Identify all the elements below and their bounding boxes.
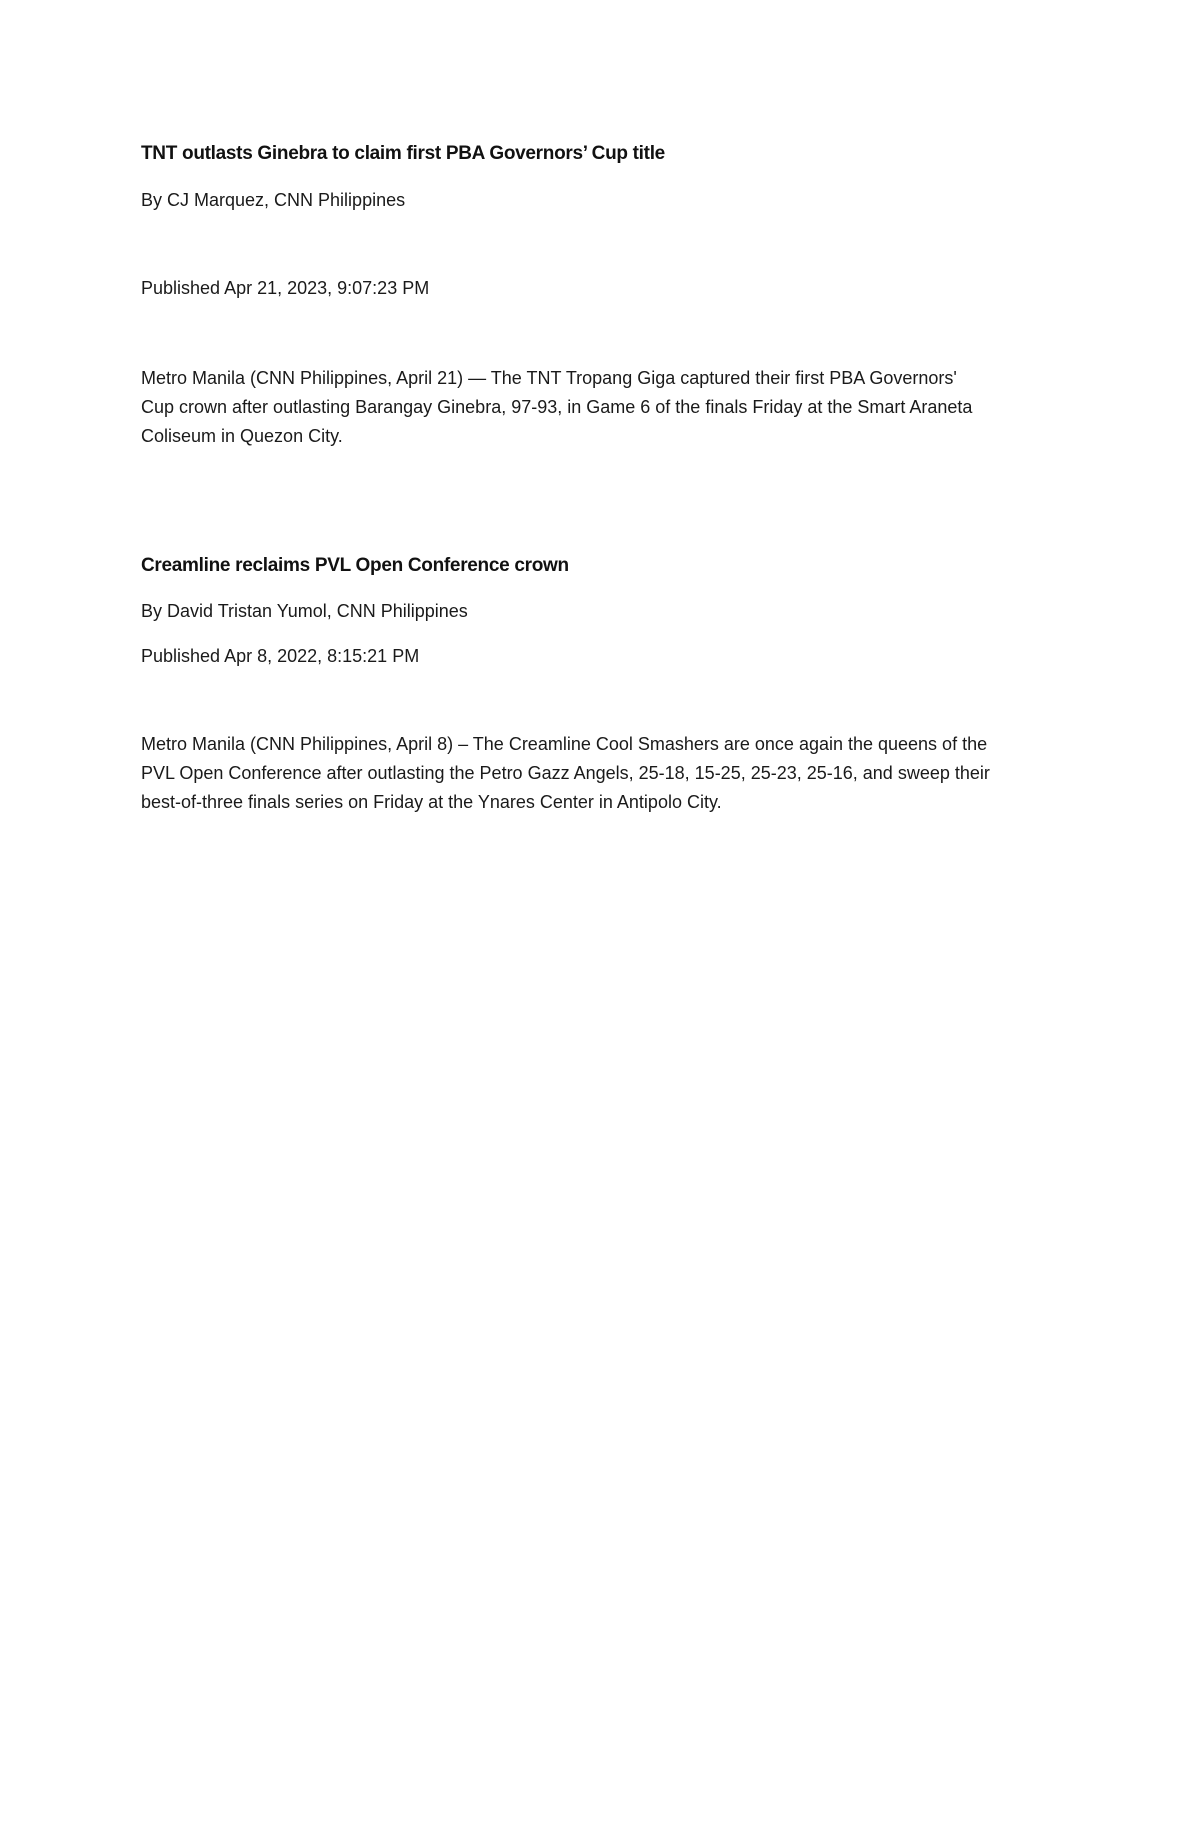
- article-2-headline: Creamline reclaims PVL Open Conference crown: [141, 555, 569, 576]
- article-1-body-line: Cup crown after outlasting Barangay Ginebra, 97-93, in Game 6 of the finals Friday at the Smart Araneta: [141, 397, 973, 417]
- article-1-byline: By CJ Marquez, CNN Philippines: [141, 190, 406, 210]
- article-1-headline: TNT outlasts Ginebra to claim first PBA Governors’ Cup title: [141, 143, 665, 164]
- article-2-byline: By David Tristan Yumol, CNN Philippines: [141, 601, 468, 621]
- article-1-published: Published Apr 21, 2023, 9:07:23 PM: [141, 278, 430, 298]
- article-2-body-line: PVL Open Conference after outlasting the Petro Gazz Angels, 25-18, 15-25, 25-23, 25-16, and sweep their: [141, 763, 990, 783]
- article-2-body-line: best-of-three finals series on Friday at the Ynares Center in Antipolo City.: [141, 792, 722, 812]
- article-1-body-line: Metro Manila (CNN Philippines, April 21) — The TNT Tropang Giga captured their first PBA Governors': [141, 368, 957, 388]
- article-2-body-line: Metro Manila (CNN Philippines, April 8) – The Creamline Cool Smashers are once again the queens of the: [141, 734, 988, 754]
- article-1-body: [141, 364, 1071, 451]
- article-1-body-line: Coliseum in Quezon City.: [141, 426, 343, 446]
- article-2-published: Published Apr 8, 2022, 8:15:21 PM: [141, 646, 420, 666]
- article-2-body: [141, 730, 1071, 817]
